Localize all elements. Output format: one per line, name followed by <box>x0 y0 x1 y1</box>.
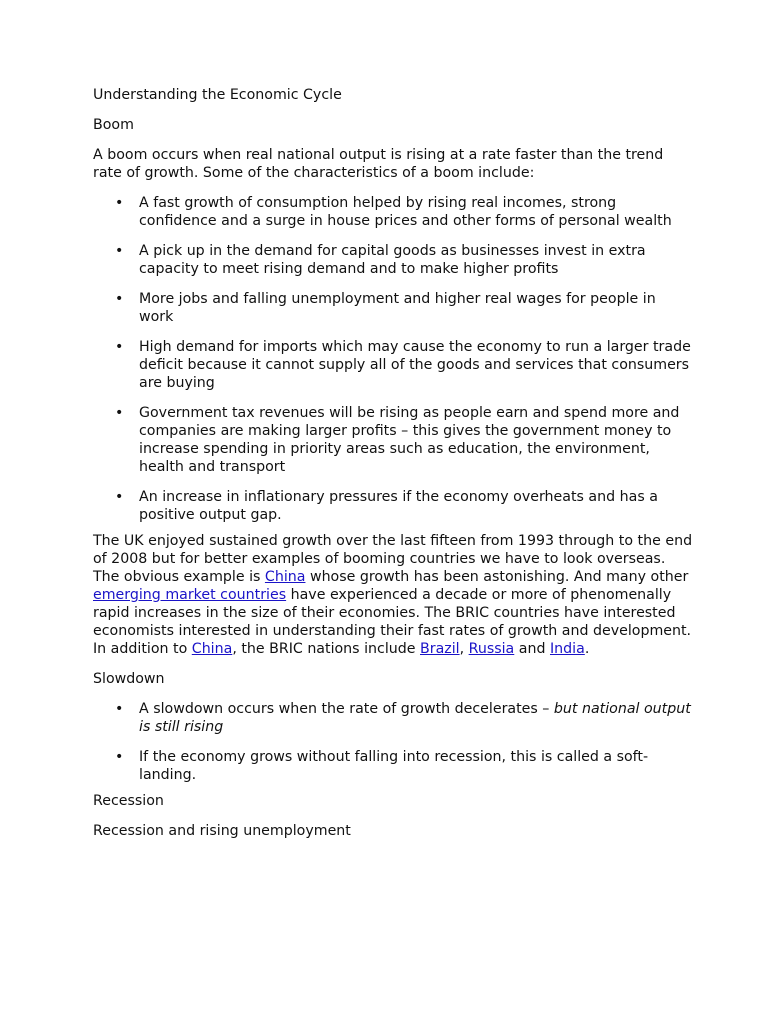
bullet-icon: • <box>115 489 124 505</box>
bullet-icon: • <box>115 243 124 259</box>
bullet-icon: • <box>115 339 124 355</box>
paragraph-text: , <box>459 641 469 657</box>
boom-characteristics-list <box>93 194 693 524</box>
list-item <box>93 404 693 476</box>
list-item <box>93 338 693 392</box>
emerging-markets-link[interactable]: emerging market countries <box>93 587 287 603</box>
boom-intro: A boom occurs when real national output is rising at a rate faster than the trend rate of growth. Some of the characteristics of a boom include: <box>93 147 664 181</box>
china-link-2[interactable]: China <box>191 641 233 657</box>
recession-subheading: Recession and rising unemployment <box>93 823 351 839</box>
slowdown-heading: Slowdown <box>93 671 165 687</box>
list-item-text: High demand for imports which may cause the economy to run a larger trade deficit because it cannot supply all of the goods and services that consumers are buying <box>139 339 691 391</box>
list-item-text: Government tax revenues will be rising as people earn and spend more and companies are making larger profits – this gives the government money to increase spending in priority areas such as education, the environment, health and transport <box>139 405 680 475</box>
bullet-icon: • <box>115 195 124 211</box>
paragraph-text: The UK enjoyed sustained growth over the last fifteen from 1993 through to the end of 2008 but for better examples of booming countries we have to look overseas. The obvious example is <box>93 533 693 585</box>
paragraph-text: and <box>514 641 550 657</box>
india-link[interactable]: India <box>549 641 585 657</box>
bullet-icon: • <box>115 291 124 307</box>
brazil-link[interactable]: Brazil <box>420 641 460 657</box>
paragraph-text: . <box>584 641 590 657</box>
list-item-text: A fast growth of consumption helped by rising real incomes, strong confidence and a surge in house prices and other forms of personal wealth <box>139 195 672 229</box>
list-item-text: If the economy grows without falling into recession, this is called a soft-landing. <box>139 749 649 783</box>
list-item <box>93 488 693 524</box>
boom-heading: Boom <box>93 117 134 133</box>
bullet-icon: • <box>115 405 124 421</box>
bullet-icon: • <box>115 701 124 717</box>
list-item-text: A slowdown occurs when the rate of growth decelerates – <box>139 701 554 717</box>
uk-growth-paragraph <box>93 532 693 658</box>
list-item <box>93 242 693 278</box>
list-item <box>93 700 693 736</box>
document-title: Understanding the Economic Cycle <box>93 87 342 103</box>
russia-link[interactable]: Russia <box>468 641 515 657</box>
bullet-icon: • <box>115 749 124 765</box>
list-item <box>93 748 693 784</box>
china-link[interactable]: China <box>264 569 306 585</box>
paragraph-text: whose growth has been astonishing. And many other <box>305 569 689 585</box>
paragraph-text: have experienced a decade or more of phenomenally rapid increases in the size of their economies. The BRIC countries have interested economists interested in understanding their fast rates of growth and development. In addition to <box>93 587 692 657</box>
list-item-emphasis: but national output is still rising <box>139 701 691 735</box>
document-page <box>93 86 693 840</box>
list-item <box>93 290 693 326</box>
recession-heading: Recession <box>93 793 164 809</box>
list-item-text: An increase in inflationary pressures if the economy overheats and has a positive output gap. <box>139 489 658 523</box>
list-item <box>93 194 693 230</box>
list-item-text: A pick up in the demand for capital goods as businesses invest in extra capacity to meet rising demand and to make higher profits <box>139 243 646 277</box>
list-item-text: More jobs and falling unemployment and higher real wages for people in work <box>139 291 656 325</box>
paragraph-text: , the BRIC nations include <box>232 641 420 657</box>
slowdown-list <box>93 700 693 784</box>
